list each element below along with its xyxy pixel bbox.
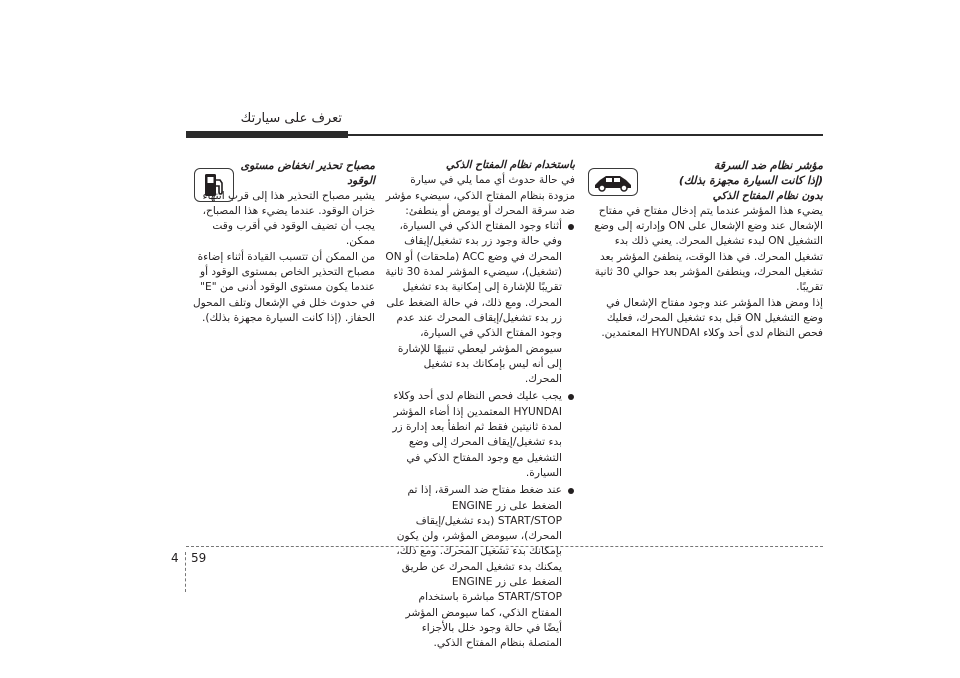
low-fuel-title-2: الوقود: [347, 174, 375, 188]
list-item: [385, 389, 575, 481]
section-header-title: تعرف على سيارتك: [240, 111, 342, 126]
low-fuel-paragraph-2: من الممكن أن تتسبب القيادة أثناء إضاءة مصباح التحذير الخاص بمستوى الوقود أو عندما يكون مستوى الوقود أدنى من "E" في حدوث خلل في الإشعال وتلف المحول الحفاز. (إذا كانت السيارة مجهزة بذلك).: [192, 250, 375, 324]
immobilizer-column: [585, 158, 823, 342]
bullet-text: يجب عليك فحص النظام لدى أحد وكلاء HYUNDAI المعتمدين إذا أضاء المؤشر لمدة ثانيتين فقط ثم انطفأ بعد إدارة زر بدء تشغيل/إيقاف المحرك إلى وضع التشغيل مع وجود المفتاح الذكي في السيارة.: [392, 390, 562, 479]
bullet-icon: [568, 394, 574, 400]
bullet-icon: [568, 224, 574, 230]
header-line: [348, 134, 823, 136]
list-item: [385, 483, 575, 651]
footer-vertical-divider: [185, 552, 186, 592]
bullet-text: عند ضغط مفتاح ضد السرقة، إذا تم الضغط على زر ENGINE START/STOP (بدء تشغيل/إيقاف المحرك)، سيومض المؤشر، ولن يكون بإمكانك بدء تشغيل المحرك. ومع ذلك، يمكنك بدء تشغيل المحرك عن طريق الضغط على زر ENGINE START/STOP مباشرة باستخدام المفتاح الذكي، كما سيومض المؤشر أيضًا في حالة وجود خلل بالأجزاء المتصلة بنظام المفتاح الذكي.: [396, 484, 562, 650]
chapter-number: 4: [171, 551, 179, 565]
immobilizer-paragraph: يضيء هذا المؤشر عندما يتم إدخال مفتاح في مفتاح الإشعال عند وضع الإشعال على ON وإدارته إلى وضع التشغيل ON لبدء تشغيل المحرك. يعني ذلك بدء تشغيل المحرك. في هذا الوقت، ينطفئ المؤشر بعد تشغيل المحرك، وينطفئ المؤشر بعد حوالي 30 ثانية تقريبًا.: [594, 204, 823, 294]
bullet-text: أثناء وجود المفتاح الذكي في السيارة، وفي حالة وجود زر بدء تشغيل/إيقاف المحرك في وضع ACC (ملحقات) أو ON (تشغيل)، سيضيء المؤشر لمدة 30 ثانية تقريبًا للإشارة إلى إمكانية بدء تشغيل المحرك. ومع ذلك، في حالة الضغط على زر بدء تشغيل/إيقاف المحرك عند عدم وجود المفتاح الذكي في السيارة، سيومض المؤشر ليعطي تنبيهًا للإشارة إلى أنه ليس بإمكانك بدء تشغيل المحرك.: [385, 220, 562, 386]
low-fuel-column: [186, 158, 375, 326]
footer-divider: [186, 546, 823, 547]
smartkey-bullet-list: [385, 219, 575, 651]
section-subtitle-no-smartkey: بدون نظام المفتاح الذكي: [712, 189, 823, 202]
smartkey-intro: في حالة حدوث أي مما يلي في سيارة مزودة بنظام المفتاح الذكي، سيضيء مؤشر ضد سرقة المحرك أو يومض أو ينطفئ:: [385, 174, 575, 217]
low-fuel-paragraph: يشير مصباح التحذير هذا إلى قرب انتهاء خزان الوقود. عندما يضيء هذا المصباح، يجب أن تضيف الوقود في أقرب وقت ممكن.: [202, 189, 375, 248]
page-number: 59: [191, 551, 207, 565]
low-fuel-title: مصباح تحذير انخفاض مستوى: [240, 159, 375, 172]
smartkey-column: [385, 158, 575, 654]
header-rule: [186, 131, 348, 138]
immobilizer-paragraph-2: إذا ومض هذا المؤشر عند وجود مفتاح الإشعال في وضع التشغيل ON قبل بدء تشغيل المحرك، فعليك فحص النظام لدى أحد وكلاء HYUNDAI المعتمدين.: [601, 296, 823, 340]
immobilizer-title: مؤشر نظام ضد السرقة: [713, 159, 823, 172]
immobilizer-title-note: (إذا كانت السيارة مجهزة بذلك): [678, 174, 823, 188]
smartkey-title: باستخدام نظام المفتاح الذكي: [445, 159, 575, 171]
list-item: [385, 219, 575, 387]
bullet-icon: [568, 488, 574, 494]
